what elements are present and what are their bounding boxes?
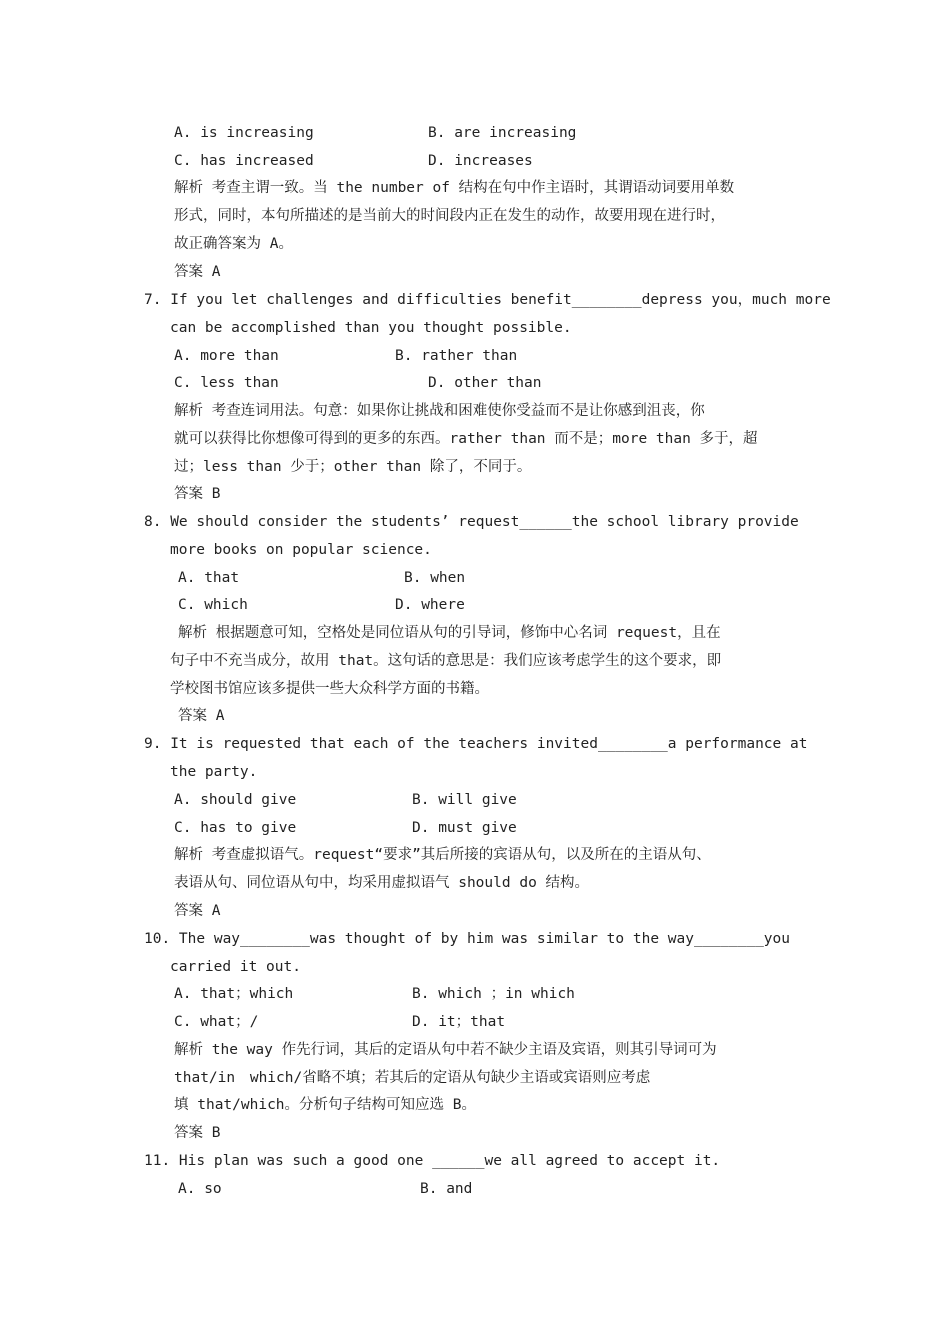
q6-option-c: C. has increased — [174, 153, 314, 169]
q8-option-a: A. that — [178, 570, 240, 586]
q6-option-d: D. increases — [428, 153, 533, 169]
q6-answer: 答案 A — [174, 264, 221, 280]
q8-option-c: C. which — [178, 597, 248, 613]
q11-option-b: B. and — [420, 1181, 473, 1197]
q10-answer: 答案 B — [174, 1125, 221, 1141]
q8-analysis-line-1: 解析 根据题意可知，空格处是同位语从句的引导词，修饰中心名词 request，且在 — [178, 625, 721, 641]
q8-answer: 答案 A — [178, 708, 225, 724]
q9-answer: 答案 A — [174, 903, 221, 919]
q6-option-b: B. are increasing — [428, 125, 577, 141]
q7-analysis-line-2: 就可以获得比你想像可得到的更多的东西。rather than 而不是；more than 多于，超 — [174, 431, 758, 447]
q8-analysis-line-3: 学校图书馆应该多提供一些大众科学方面的书籍。 — [170, 681, 489, 697]
q11-option-a: A. so — [178, 1181, 222, 1197]
q7-option-d: D. other than — [428, 375, 542, 391]
q8-option-d: D. where — [395, 597, 465, 613]
q10-option-c: C. what；/ — [174, 1014, 259, 1030]
q7-option-a: A. more than — [174, 348, 279, 364]
q7-stem-line-1: 7. If you let challenges and difficulties benefit________depress you，much more — [144, 292, 831, 308]
q10-stem-line-1: 10. The way________was thought of by him was similar to the way________you — [144, 931, 791, 947]
q10-analysis-line-3: 填 that/which。分析句子结构可知应选 B。 — [174, 1097, 476, 1113]
q9-stem-line-1: 9. It is requested that each of the teachers invited________a performance at — [144, 736, 808, 752]
q7-option-c: C. less than — [174, 375, 279, 391]
q6-option-a: A. is increasing — [174, 125, 314, 141]
q7-stem-line-2: can be accomplished than you thought possible. — [170, 320, 572, 336]
q10-stem-line-2: carried it out. — [170, 959, 301, 975]
q7-analysis-line-3: 过；less than 少于；other than 除了，不同于。 — [174, 459, 532, 475]
q7-option-b: B. rather than — [395, 348, 518, 364]
q10-option-d: D. it；that — [412, 1014, 506, 1030]
q8-option-b: B. when — [404, 570, 466, 586]
q7-analysis-line-1: 解析 考查连词用法。句意：如果你让挑战和困难使你受益而不是让你感到沮丧，你 — [174, 403, 705, 419]
q9-analysis-line-2: 表语从句、同位语从句中，均采用虚拟语气 should do 结构。 — [174, 875, 590, 891]
q9-option-d: D. must give — [412, 820, 517, 836]
q8-analysis-line-2: 句子中不充当成分，故用 that。这句话的意思是：我们应该考虑学生的这个要求，即 — [170, 653, 722, 669]
q10-option-b: B. which ；in which — [412, 986, 575, 1002]
q11-stem-line-1: 11. His plan was such a good one ______we all agreed to accept it. — [144, 1153, 721, 1169]
q9-option-b: B. will give — [412, 792, 517, 808]
q9-analysis-line-1: 解析 考查虚拟语气。request“要求”其后所接的宾语从句，以及所在的主语从句、 — [174, 847, 711, 863]
q9-option-c: C. has to give — [174, 820, 297, 836]
q6-analysis-line-3: 故正确答案为 A。 — [174, 236, 293, 252]
q10-analysis-line-2: that/in which/省略不填；若其后的定语从句缺少主语或宾语则应考虑 — [174, 1070, 651, 1086]
q8-stem-line-1: 8. We should consider the students’ request______the school library provide — [144, 514, 799, 530]
q9-stem-line-2: the party. — [170, 764, 258, 780]
q6-analysis-line-2: 形式，同时，本句所描述的是当前大的时间段内正在发生的动作，故要用现在进行时， — [174, 208, 725, 224]
q9-option-a: A. should give — [174, 792, 297, 808]
q8-stem-line-2: more books on popular science. — [170, 542, 432, 558]
q7-answer: 答案 B — [174, 486, 221, 502]
q10-option-a: A. that；which — [174, 986, 294, 1002]
q10-analysis-line-1: 解析 the way 作先行词，其后的定语从句中若不缺少主语及宾语，则其引导词可为 — [174, 1042, 717, 1058]
q6-analysis-line-1: 解析 考查主谓一致。当 the number of 结构在句中作主语时，其谓语动词要用单数 — [174, 180, 735, 196]
